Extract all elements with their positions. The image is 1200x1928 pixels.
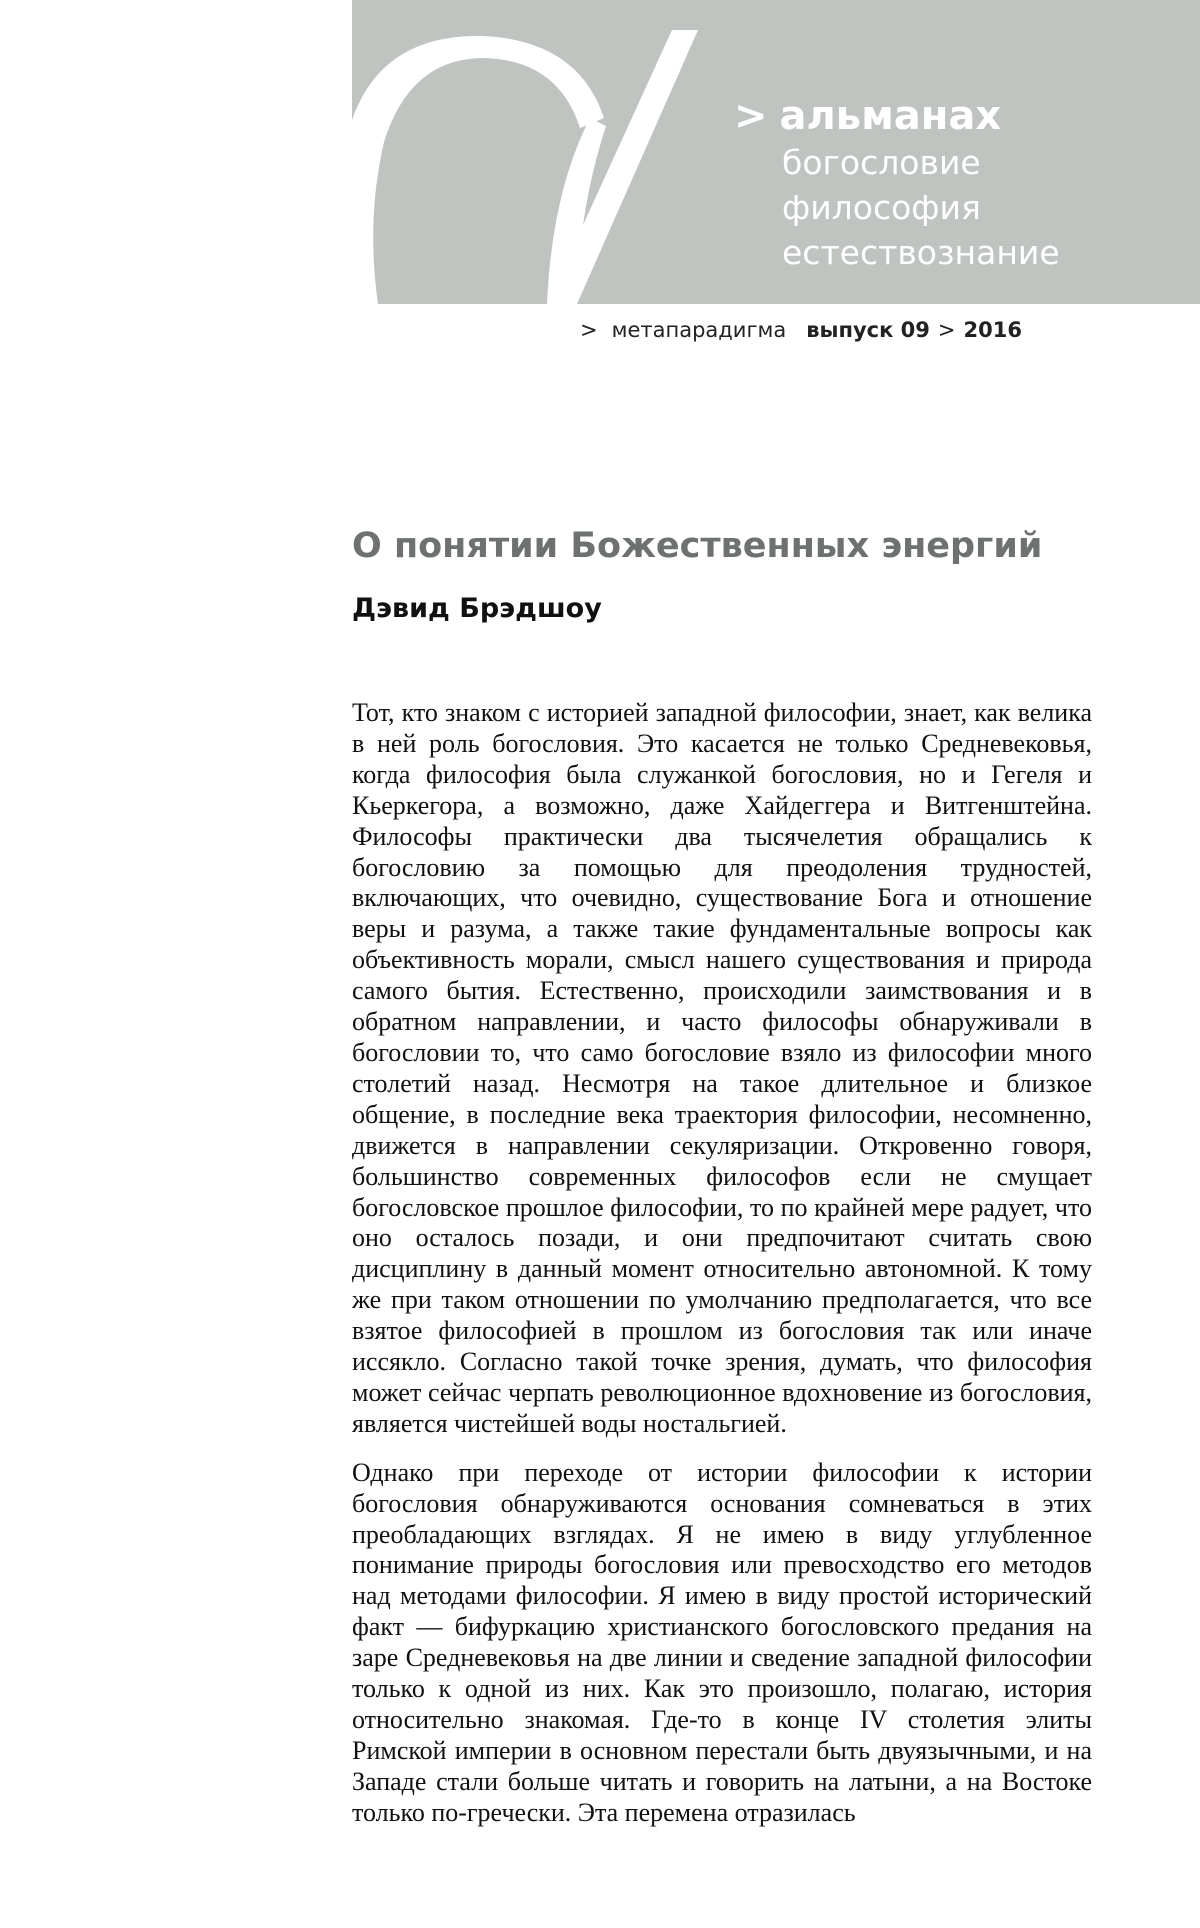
issue-arrow-2: >	[937, 318, 956, 342]
issue-arrow-1: >	[580, 318, 598, 342]
body-paragraph: Тот, кто знаком с историей западной философии, знает, как велика в ней роль богословия. Это касается не только Средневековья, когда философия была служанкой богословия, но и Гегеля и Кьеркегора, а возможно, даже Хайдеггера и Витгенштейна. Философы практически два тысячелетия обращались к богословию за помощью для преодоления трудностей, включающих, что очевидно, существование Бога и отношение веры и разума, а также такие фундаментальные вопросы как объективность морали, смысл нашего существования и природа самого бытия. Естественно, происходили заимствования и в обратном направлении, и часто философы обнаруживали в богословии то, что само богословие взяло из философии много столетий назад. Несмотря на такое длительное и близкое общение, в последние века траектория философии, несомненно, движется в направлении секуляризации. Откровенно говоря, большинство современных философов если не смущает богословское прошлое философии, то по крайней мере радует, что оно осталось позади, и они предпочитают считать свою дисциплину в данный момент относительно автономной. К тому же при таком отношении по умолчанию предполагается, что все взятое философией в прошлом из богословия так или иначе иссякло. Согласно такой точке зрения, думать, что философия может сейчас черпать революционное вдохновение из богословия, является чистейшей воды ностальгией.	[352, 698, 1092, 1438]
almanac-block	[734, 92, 1060, 275]
header-banner	[352, 0, 1200, 304]
subject-philosophy: философия	[782, 188, 981, 227]
series-name: метапарадигма	[611, 318, 787, 342]
subject-theology: богословие	[782, 143, 981, 182]
almanac-title	[734, 92, 1060, 140]
almanac-arrow: >	[734, 93, 768, 139]
alpha-logo-icon	[352, 0, 752, 304]
issue-line	[580, 318, 1022, 342]
article-author: Дэвид Брэдшоу	[352, 593, 602, 624]
issue-year: 2016	[963, 318, 1022, 342]
subject-natural-science: естествознание	[782, 233, 1060, 272]
almanac-label: альманах	[779, 93, 1002, 139]
issue-number: выпуск 09	[806, 318, 930, 342]
body-paragraph: Однако при переходе от истории философии к истории богословия обнаруживаются основания сомневаться в этих преобладающих взглядах. Я не имею в виду углубленное понимание природы богословия или превосходство его методов над методами философии. Я имею в виду простой исторический факт — бифуркацию христианского богословского предания на заре Средневековья на две линии и сведение западной философии только к одной из них. Как это произошло, полагаю, история относительно знакомая. Где-то в конце IV столетия элиты Римской империи в основном перестали быть двуязычными, и на Западе стали больше читать и говорить на латыни, а на Востоке только по-гречески. Эта перемена отразилась	[352, 1457, 1092, 1827]
article-body	[352, 698, 1092, 1847]
article-title: О понятии Божественных энергий	[352, 526, 1043, 566]
